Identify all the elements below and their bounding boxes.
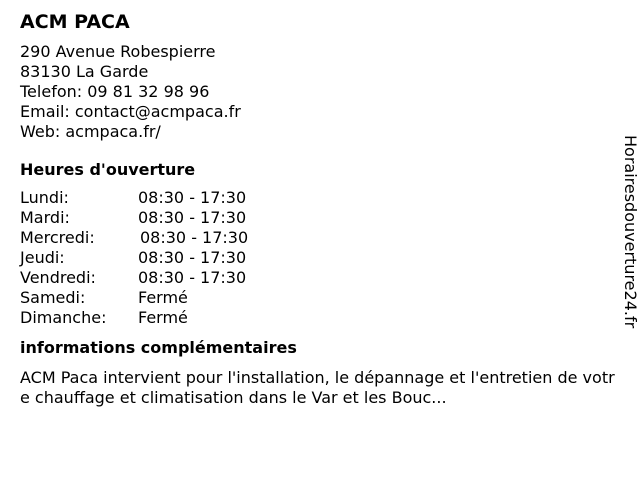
hours-row-monday <box>20 188 610 208</box>
time-value: 08:30 - 17:30 <box>138 188 247 207</box>
phone-text: Telefon: 09 81 32 98 96 <box>20 82 210 101</box>
day-label: Mercredi: <box>20 228 95 247</box>
business-name: ACM PACA <box>20 11 130 33</box>
hours-row-saturday <box>20 288 610 308</box>
time-value: 08:30 - 17:30 <box>138 248 247 267</box>
business-card <box>20 10 615 408</box>
opening-hours-title: Heures d'ouverture <box>20 160 196 179</box>
time-value: Fermé <box>138 308 188 327</box>
time-value: Fermé <box>138 288 188 307</box>
day-label: Lundi: <box>20 188 69 207</box>
site-watermark: Horairesdouverture24.fr <box>621 135 640 329</box>
day-label: Dimanche: <box>20 308 107 327</box>
time-value: 08:30 - 17:30 <box>140 228 249 247</box>
additional-info-text: ACM Paca intervient pour l'installation, le dépannage et l'entretien de votre chauffage et climatisation dans le Var et les Bouc... <box>20 368 615 407</box>
day-label: Jeudi: <box>20 248 65 267</box>
web-text: Web: acmpaca.fr/ <box>20 122 161 141</box>
time-value: 08:30 - 17:30 <box>138 208 247 227</box>
address-line-1: 290 Avenue Robespierre <box>20 42 216 61</box>
hours-row-thursday <box>20 248 610 268</box>
email-text: Email: contact@acmpaca.fr <box>20 102 241 121</box>
opening-hours-list <box>20 188 610 328</box>
address-line-2: 83130 La Garde <box>20 62 149 81</box>
additional-info-title: informations complémentaires <box>20 338 297 357</box>
day-label: Vendredi: <box>20 268 96 287</box>
time-value: 08:30 - 17:30 <box>138 268 247 287</box>
hours-row-wednesday <box>20 228 610 248</box>
day-label: Mardi: <box>20 208 70 227</box>
day-label: Samedi: <box>20 288 86 307</box>
hours-row-friday <box>20 268 610 288</box>
hours-row-sunday <box>20 308 610 328</box>
hours-row-tuesday <box>20 208 610 228</box>
